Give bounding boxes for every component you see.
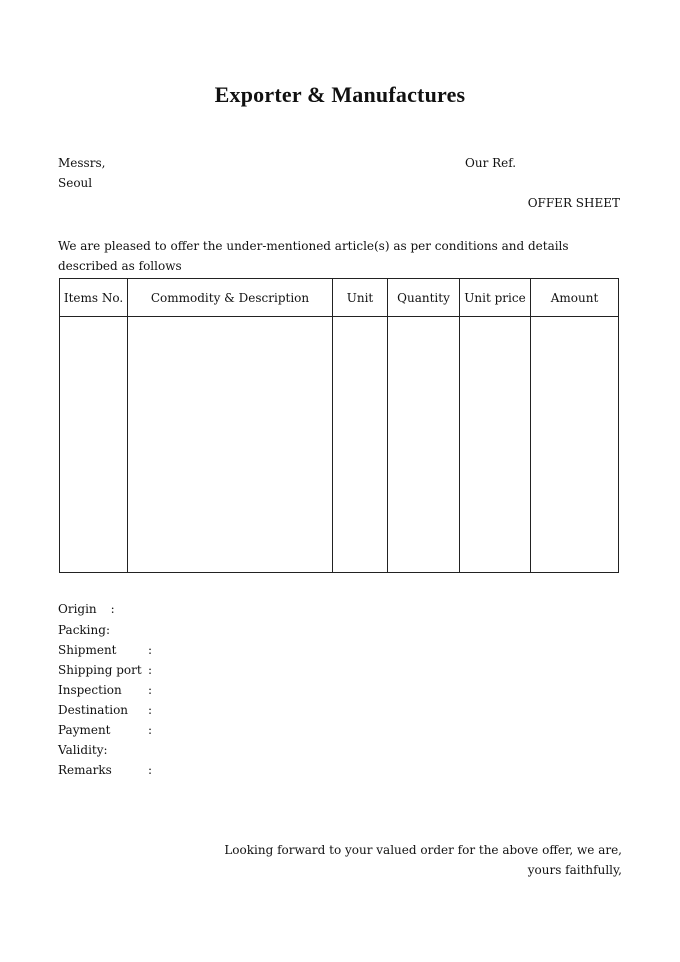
our-ref-label: Our Ref. (465, 156, 517, 170)
intro-text: We are pleased to offer the under-mentioned article(s) as per conditions and details described as follows (58, 239, 569, 273)
city-label: Seoul (58, 176, 93, 190)
condition-destination: Destination (58, 703, 129, 717)
offer-sheet-label: OFFER SHEET (527, 196, 620, 210)
cell-items-no (60, 317, 128, 573)
cell-amount (531, 317, 619, 573)
condition-payment: Payment (58, 723, 111, 737)
condition-validity: Validity: (58, 743, 108, 757)
messrs-label: Messrs, (58, 156, 106, 170)
document-title: Exporter & Manufactures (214, 82, 466, 107)
offer-table (59, 278, 619, 573)
column-header-amount: Amount (531, 279, 619, 317)
condition-inspection: Inspection (58, 683, 122, 697)
condition-destination-colon: : (148, 703, 153, 717)
table-row (60, 317, 619, 573)
condition-remarks-colon: : (148, 763, 153, 777)
condition-origin: Origin : (58, 602, 115, 616)
condition-shipment: Shipment (58, 643, 117, 657)
condition-shipment-colon: : (148, 643, 153, 657)
condition-packing: Packing: (58, 623, 110, 637)
condition-remarks: Remarks (58, 763, 112, 777)
cell-quantity (388, 317, 460, 573)
column-header-commodity: Commodity & Description (128, 279, 333, 317)
cell-unit-price (460, 317, 531, 573)
condition-shipping-port: Shipping port (58, 663, 142, 677)
cell-unit (333, 317, 388, 573)
column-header-quantity: Quantity (388, 279, 460, 317)
closing-line-2: yours faithfully, (527, 863, 622, 877)
condition-payment-colon: : (148, 723, 153, 737)
table-header-row (60, 279, 619, 317)
column-header-unit-price: Unit price (460, 279, 531, 317)
column-header-unit: Unit (333, 279, 388, 317)
column-header-items-no: Items No. (60, 279, 128, 317)
condition-shipping-port-colon: : (148, 663, 153, 677)
condition-inspection-colon: : (148, 683, 153, 697)
closing-line-1: Looking forward to your valued order for the above offer, we are, (224, 843, 622, 857)
cell-commodity (128, 317, 333, 573)
